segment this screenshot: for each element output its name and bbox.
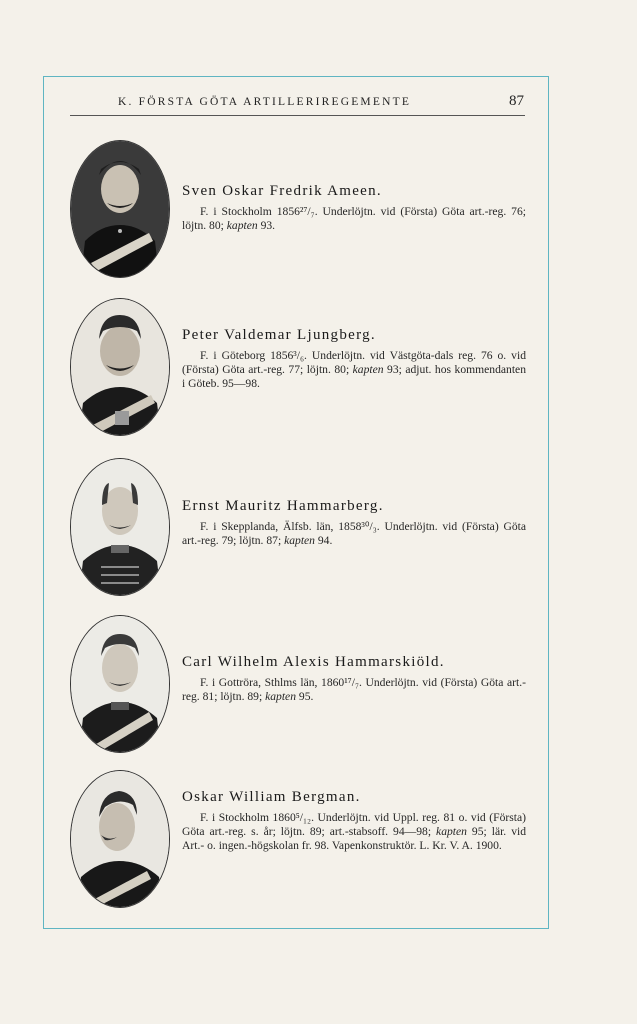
entry-bio-end: 95; lär. vid Art.- o. ingen.-högskolan fr. 98. Vapenkonstruktör. L. Kr. V. A. 1900. [182,825,527,853]
entry-bio: F. i Stockholm 1856²⁷/₇. Underlöjtn. vid (Första) Göta art.-reg. 76; löjtn. 80; [182,205,526,233]
entry-text-hammarskiold [182,676,526,704]
entry-rank: kapten [226,219,258,233]
entry-rank: kapten [265,690,296,704]
portrait-bergman [70,770,170,908]
portrait-hammarskiold [70,615,170,753]
entry-bio: F. i Skepplanda, Älfsb. län, 1858³⁰/₃. Underlöjtn. vid (Första) Göta art.-reg. 79; löjtn. 87; [182,520,526,548]
entry-name-ljungberg: Peter Valdemar Ljungberg. [182,327,376,343]
entry-bio: F. i Göteborg 1856³/₆. Underlöjtn. vid Västgöta-dals reg. 76 o. vid (Första) Göta art.-reg. 77; löjtn. 80; [182,349,526,377]
entry-bio: F. i Gottröra, Sthlms län, 1860¹⁷/₇. Underlöjtn. vid (Första) Göta art.-reg. 81; löjtn. 89; [182,676,526,704]
entry-rank: kapten [436,825,467,839]
entry-text-hammarberg [182,520,526,548]
entry-bio-end: 95. [296,690,314,704]
entry-text-ljungberg [182,349,526,392]
running-head-title: K. FÖRSTA GÖTA ARTILLERIREGEMENTE [118,96,412,108]
header-rule [70,115,525,116]
portrait-ljungberg [70,298,170,436]
entry-bio-end: 93; adjut. hos kommendanten i Göteb. 95—98. [182,363,526,391]
entry-name-bergman: Oskar William Bergman. [182,789,361,805]
entry-text-bergman [182,811,526,854]
entry-name-ameen: Sven Oskar Fredrik Ameen. [182,183,382,199]
entry-bio-end: 93. [257,219,276,233]
entry-name-hammarskiold: Carl Wilhelm Alexis Hammarskiöld. [182,654,445,670]
page-number: 87 [509,93,524,109]
entry-bio: F. i Stockholm 1860⁵/₁₂. Underlöjtn. vid Uppl. reg. 81 o. vid (Första) Göta art.-reg. s. år; löjtn. 89; art.-stabsoff. 94—98; [182,811,526,839]
portrait-ameen [70,140,170,278]
entry-bio-end: 94. [314,534,333,548]
entry-rank: kapten [284,534,315,548]
entry-rank: kapten [352,363,384,377]
entry-name-hammarberg: Ernst Mauritz Hammarberg. [182,498,384,514]
portrait-hammarberg [70,458,170,596]
entry-text-ameen [182,205,526,233]
